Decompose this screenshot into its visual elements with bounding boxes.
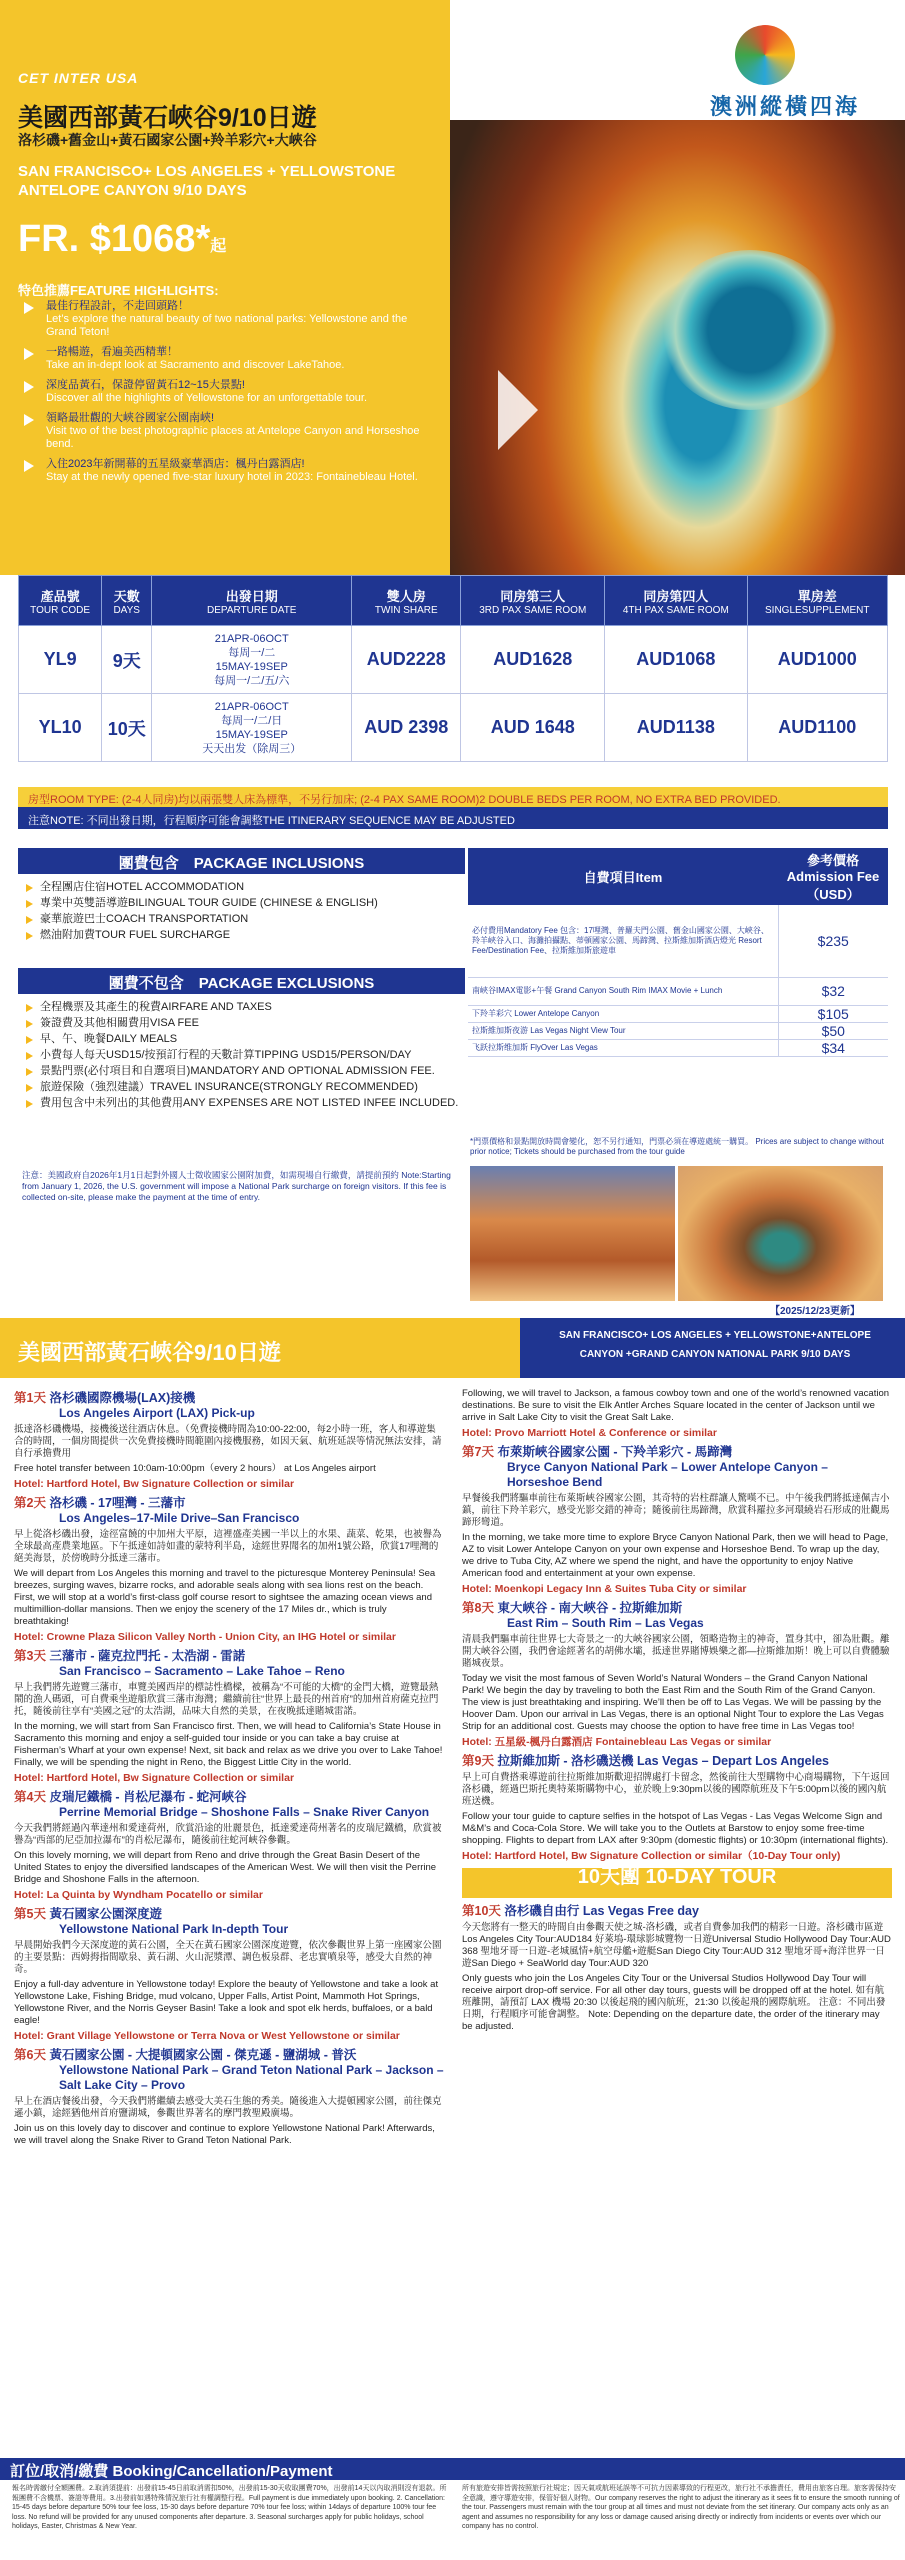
day-title: [14, 2048, 444, 2063]
day-desc-cn: 抵達洛杉磯機場，接機後送往酒店休息。（免費接機時間為10:00-22:00，每2小時一班，客人和導遊集合的時間，一個房間提供一次免費接機時間範圍內接機服務，如因天氣、航班延誤等情況無法安排，請自行承擔費用: [14, 1424, 442, 1459]
day-number: 第8天: [462, 1601, 494, 1615]
table-row: [468, 905, 888, 977]
arrow-icon: [24, 348, 34, 360]
feature-item: [18, 346, 438, 372]
tour-code: YL9: [19, 626, 102, 694]
day-desc-cn: 早晨開始我們今天深度遊的黃石公園，全天在黃石國家公園深度遊覽，依次參觀世界上第一座國家公園的主要景點：西姆拇指間歇泉、黃石湖、火山泥漿潭、調色板泉群、老忠實噴泉等，感受大自然的神奇。: [14, 1940, 442, 1975]
day-cn: 黃石國家公園深度遊: [49, 1907, 162, 1921]
fee-name: 飞跃拉斯维加斯 FlyOver Las Vegas: [468, 1039, 778, 1056]
hero-section: [0, 0, 905, 575]
departure-dates: [152, 694, 352, 762]
grand-canyon-photo: [470, 1166, 675, 1301]
day-hotel: Hotel: Grant Village Yellowstone or Terra Nova or West Yellowstone or similar: [14, 2030, 400, 2042]
feature-item: [18, 379, 438, 405]
table-row: [468, 1022, 888, 1039]
arrow-icon: [24, 460, 34, 472]
day-cn: 皮瑞尼鐵橋 - 肖松尼瀑布 - 蛇河峽谷: [49, 1790, 247, 1804]
list-item: 全程機票及其產生的稅費AIRFARE AND TAXES: [22, 1000, 465, 1015]
day-en: Los Angeles Airport (LAX) Pick-up: [59, 1406, 255, 1420]
list-item: 旅遊保險（強烈建議）TRAVEL INSURANCE(STRONGLY RECOMMENDED): [22, 1080, 465, 1095]
day-en: Bryce Canyon National Park – Lower Antelope Canyon – Horseshoe Bend: [507, 1460, 828, 1489]
banner-en-line: SAN FRANCISCO+ LOS ANGELES + YELLOWSTONE+ANTELOPE: [559, 1330, 871, 1341]
price-table-header: [19, 576, 888, 626]
days: 9天: [102, 626, 152, 694]
day-number: 第9天: [462, 1754, 494, 1768]
list-item: 簽證費及其他相關費用VISA FEE: [22, 1016, 465, 1031]
updated-date: 【2025/12/23更新】: [770, 1306, 861, 1317]
feature-en: Take an in-dept look at Sacramento and discover LakeTahoe.: [46, 359, 345, 371]
feature-cn: 深度品黃石，保證停留黃石12~15大景點!: [46, 379, 245, 391]
day-cn: 拉斯維加斯 - 洛杉磯送機: [497, 1754, 634, 1768]
feature-en: Stay at the newly opened five-star luxury hotel in 2023: Fontainebleau Hotel.: [46, 471, 418, 483]
booking-terms-right: 所有旅遊安排皆需按照旅行社規定；因天氣或航班延誤等不可抗力因素導致的行程更改，旅行社不承擔責任，費用由旅客自理。旅客需保持安全意識，遵守導遊安排，保管好個人財物。Our company reserves the right to adjust the itinerary as it sees fit to ensure the smooth running of the tour. Passengers must remain with the tour group at all times and must not deviate from the set itinerary. Our company acts only as an agent and assumes no responsibility for any loss or damage caused arising directly or indirectly from incidents or events over which our company has no control.: [462, 2485, 900, 2530]
feature-cn: 一路暢遊，看遍美西精華！: [46, 346, 178, 358]
day-cn: 東大峽谷 - 南大峽谷 - 拉斯維加斯: [497, 1601, 683, 1615]
day-desc-cn: 早上從洛杉磯出發，途徑富饒的中加州大平原，這裡盛產美國一半以上的水果、蔬菜、乾果，也被譽為全球最高產農業地區。下午抵達如詩如畫的蒙特利半島，途經世界聞名的加州1號公路，欣賞17哩灣的絕美海景，於傍晚時分抵達三藩市。: [14, 1529, 442, 1564]
fee-price-header: 參考價格 Admission Fee（USD）: [778, 848, 888, 905]
itinerary-right-column: [462, 1385, 892, 2036]
day-cn: 布萊斯峽谷國家公園 - 下羚羊彩穴 - 馬蹄灣: [497, 1445, 733, 1459]
header-tour-code: [19, 576, 102, 626]
day-desc-en: On this lovely morning, we will depart from Reno and drive through the Great Basin Desert of the United States to enjoy the diversified landscapes of the American West. We will then visit the Perrine Bridge and Shoshone Falls in the afternoon.: [14, 1850, 437, 1885]
twin-price: AUD 2398: [352, 694, 461, 762]
arrow-icon: [24, 381, 34, 393]
features-list: [18, 300, 438, 491]
day-number: 第1天: [14, 1391, 46, 1405]
itinerary-title-en: [535, 1326, 895, 1364]
day-number: 第7天: [462, 1445, 494, 1459]
fourth-price: AUD1138: [605, 694, 747, 762]
list-item: 燃油附加費TOUR FUEL SURCHARGE: [22, 928, 465, 943]
single-price: AUD1100: [747, 694, 888, 762]
header-en: 4TH PAX SAME ROOM: [622, 604, 729, 616]
third-price: AUD 1648: [461, 694, 605, 762]
dep-line: 天天出发（除周三）: [202, 742, 302, 755]
day-desc-cn: 今天我們將經過內華達州和愛達荷州，欣賞沿途的壯麗景色，抵達愛達荷州著名的皮瑞尼鐵橋，欣賞被譽為“西部的尼亞加拉瀑布”的肖松尼瀑布，隨後前往蛇河峽谷參觀。: [14, 1823, 442, 1846]
day-en: Los Angeles–17-Mile Drive–San Francisco: [59, 1511, 300, 1525]
dep-line: 15MAY-19SEP: [215, 728, 288, 741]
brand-name: CET INTER USA: [18, 70, 139, 86]
day-hotel: Hotel: Hartford Hotel, Bw Signature Collection or similar: [14, 1478, 295, 1490]
day-number: 第4天: [14, 1790, 46, 1804]
price: [18, 218, 226, 261]
price-value: FR. $1068*: [18, 218, 211, 260]
day-hotel: Hotel: La Quinta by Wyndham Pocatello or similar: [14, 1889, 263, 1901]
price-suffix: 起: [210, 238, 227, 255]
day-hotel: Hotel: Hartford Hotel, Bw Signature Collection or similar: [14, 1772, 295, 1784]
optional-fees-table: [468, 848, 888, 1057]
day-cn: 三藩市 - 薩克拉門托 - 太浩湖 - 雷諾: [49, 1649, 246, 1663]
third-price: AUD1628: [461, 626, 605, 694]
day-title: [462, 1445, 892, 1460]
horseshoe-bend-photo: [678, 1166, 883, 1301]
list-item: 專業中英雙語導遊BILINGUAL TOUR GUIDE (CHINESE & ENGLISH): [22, 896, 465, 911]
header-third: [461, 576, 605, 626]
dep-line: 15MAY-19SEP: [215, 660, 288, 673]
day6-continued: Following, we will travel to Jackson, a famous cowboy town and one of the world’s renowned vacation destinations. Be sure to visit the Elk Antler Arches Square located in the center of Jackson until we arrive in Salt Lake City to visit the Great Salt Lake.: [462, 1388, 890, 1423]
title-en: SAN FRANCISCO+ LOS ANGELES + YELLOWSTONE ANTELOPE CANYON 9/10 DAYS: [18, 163, 396, 199]
hot-spring-photo: [660, 250, 840, 410]
twin-price: AUD2228: [352, 626, 461, 694]
header-en: TWIN SHARE: [374, 604, 438, 616]
header-departure: [152, 576, 352, 626]
day-desc-en: Free hotel transfer between 10:0am-10:00pm（every 2 hours） at Los Angeles airport: [14, 1463, 376, 1474]
subtitle-cn: 洛杉磯+舊金山+黃石國家公園+羚羊彩穴+大峽谷: [18, 132, 317, 148]
fee-item-header: 自費項目Item: [468, 848, 778, 905]
list-item: 全程團店住宿HOTEL ACCOMMODATION: [22, 880, 465, 895]
day-desc-en: Enjoy a full-day adventure in Yellowstone today! Explore the beauty of Yellowstone and take a look at Yellowstone Lake, Fishing Bridge, mud volcano, Upper Falls, Artist Point, Mammoth Hot Springs, Yellowstone River, and the Norris Geyser Basin! Take a look and spot elk herds, buffaloes, or a bald eagle!: [14, 1979, 439, 2026]
list-item: 景點門票(必付項目和自選項目)MANDATORY AND OPTIONAL ADMISSION FEE.: [22, 1064, 465, 1079]
day-en: Yellowstone National Park In-depth Tour: [59, 1922, 289, 1936]
feature-cn: 最佳行程設計，不走回頭路！: [46, 300, 189, 312]
day-desc-en: Today we visit the most famous of Seven World’s Natural Wonders – the Grand Canyon National Park! We begin the day by traveling to both the East Rim and the South Rim of the Grand Canyon. The view is just breathtaking and inspiring. We’ll then be off to Las Vegas. We will be passing by the Hoover Dam. Upon our arrival in Las Vegas, there is an optional Night Tour to explore the Las Vegas Strip for an additional cost. Guests may choose the option to have free time in Las Vegas too!: [462, 1673, 884, 1732]
dep-line: 21APR-06OCT: [214, 632, 289, 645]
tour-code: YL10: [19, 694, 102, 762]
fee-name: 下羚羊彩穴 Lower Antelope Canyon: [468, 1005, 778, 1022]
table-row: [468, 1005, 888, 1022]
day-desc-cn: 早上我們將先遊覽三藩市，車覽美國西岸的標誌性橋樑，被稱為“不可能的大橋”的金門大橋，遊覽最熱鬧的漁人碼頭，可自費乘坐遊船欣賞三藩市海灣；繼續前往“世界上最長的州首府”的加州首府薩克拉門托，隨後前往享有“美國之冠”的太浩湖，品味大自然的美景，在夜晚抵達賭城雷諾。: [14, 1682, 439, 1717]
header-cn: 雙人房: [386, 588, 426, 604]
surcharge-note: 注意：美國政府自2026年1月1日起對外國人士徵收國家公園附加費，如需現場自行繳費，請提前預約 Note:Starting from January 1, 2026, the U.S. government will impose a National Park surcharge on foreign visitors. If this fee is collected on-site, please make the payment at the time of entry.: [22, 1170, 451, 1202]
day-desc-en: In the morning, we take more time to explore Bryce Canyon National Park, then we will head to Page, AZ to visit Lower Antelope Canyon on your own expense and Horseshoe Bend. To wrap up the day, we drive to Tuba City, AZ where we spend the night, and have the opportunity to enjoy Native American food and entertainment at your own expense.: [462, 1532, 889, 1579]
days: 10天: [102, 694, 152, 762]
header-cn: 同房第四人: [643, 588, 709, 604]
day-en: San Francisco – Sacramento – Lake Tahoe – Reno: [59, 1664, 345, 1678]
header-en: DAYS: [113, 604, 140, 616]
day-number: 第2天: [14, 1496, 46, 1510]
dep-line: 21APR-06OCT: [214, 700, 289, 713]
day-desc-en: Join us on this lovely day to discover and continue to explore Yellowstone National Park! Afterwards, we will travel along the Snake River to Grand Teton National Park.: [14, 2123, 435, 2146]
day-number: 第6天: [14, 2048, 46, 2062]
fee-price: $32: [778, 977, 888, 1005]
fee-note: *門票價格和景點開放時間會變化，恕不另行通知，門票必須在導遊處統一購買。 Prices are subject to change without prior notice; Tickets should be purchased from the tour guide: [470, 1137, 884, 1156]
day-en: Las Vegas – Depart Los Angeles: [637, 1754, 830, 1768]
exclusions-title: 團費不包含 PACKAGE EXCLUSIONS: [18, 968, 465, 994]
arrow-icon: [24, 414, 34, 426]
day-en: Perrine Memorial Bridge – Shoshone Falls – Snake River Canyon: [59, 1805, 430, 1819]
booking-terms-left: 報名時需繳付全額團費。2.取消須提前：出發前15-45日前取消需扣50%，出發前15-30天收取團費70%，出發前14天以內取消則沒有退款。所報團費不含機票、簽證等費用。3.出發前如遇特殊情況旅行社有權調整行程。Full payment is due immediately upon booking. 2. Cancellation: 15-45 days before departure 50% tour fee loss, 15-30 days before departure 70% tour fee loss; within 14days of departure 100% tour fee loss. No refund will be provided for any unused components after departure. 3. Seasonal surcharges apply for public holidays, school holidays, Easter, Christmas & New Year.: [12, 2485, 447, 2530]
day-desc-en: In the morning, we will start from San Francisco first. Then, we will head to California’s State House in Sacramento this morning and enjoy a self-guided tour inside or you can take a bay cruise at Fisherman’s Wharf at your own expense! Next, sit back and relax as we drive you over to Lake Tahoe! Finally, we will be spending the night in Reno, the Biggest Little City in the world.: [14, 1721, 443, 1768]
day-desc-cn: 清晨我們驅車前往世界七大奇景之一的大峽谷國家公園，領略造物主的神奇，置身其中，卻為壯觀。離開大峽谷公園，我們會途經著名的胡佛水壩，抵達世界賭博娛樂之都—拉斯維加斯！晚上可以自費體驗賭城夜景。: [462, 1634, 890, 1669]
price-table: [18, 575, 888, 762]
day-hotel: Hotel: Hartford Hotel, Bw Signature Collection or similar（10-Day Tour only): [462, 1850, 841, 1862]
departure-dates: [152, 626, 352, 694]
table-row: [468, 977, 888, 1005]
feature-item: [18, 412, 438, 451]
single-price: AUD1000: [747, 626, 888, 694]
fee-price: $34: [778, 1039, 888, 1056]
ten-day-tour-banner: 10天團 10-DAY TOUR: [462, 1868, 892, 1898]
play-icon[interactable]: [498, 370, 538, 450]
day-title: [462, 1601, 892, 1616]
header-cn: 產品號: [40, 588, 80, 604]
day-hotel: Hotel: Provo Marriott Hotel & Conference or similar: [462, 1427, 717, 1439]
inclusions-list: [22, 880, 465, 944]
header-twin: [352, 576, 461, 626]
header-single: [747, 576, 888, 626]
feature-item: [18, 300, 438, 339]
day-desc-cn: 早上可自費搭乘導遊前往拉斯維加斯歡迎招牌處打卡留念，然後前往大型購物中心商場購物，下午返回洛杉磯，經過巴斯托奧特萊斯購物中心，並於晚上9:30pm以後的國際航班及下午5:00pm以後的國內航班送機。: [462, 1772, 890, 1807]
header-cn: 同房第三人: [500, 588, 566, 604]
day-title: [14, 1391, 444, 1406]
day-title: [14, 1496, 444, 1511]
day-number: 第3天: [14, 1649, 46, 1663]
header-days: [102, 576, 152, 626]
brand-logo-icon: [735, 25, 795, 85]
dep-line: 每周一/二: [228, 646, 276, 659]
day-desc-cn: 早上在酒店餐後出發，今天我們將繼續去感受大美石生態的秀美。隨後進入大提頓國家公園，前往傑克遜小鎮，途經猶他州首府鹽湖城，參觀世界著名的摩門教聖殿廣場。: [14, 2096, 442, 2119]
title-cn: 美國西部黃石峽谷9/10日遊: [18, 104, 317, 132]
header-cn: 出發日期: [225, 588, 278, 604]
day-cn: 洛杉磯國際機場(LAX)接機: [49, 1391, 196, 1405]
day-title: [462, 1754, 892, 1769]
day-number: 第5天: [14, 1907, 46, 1921]
list-item: 早、午、晚餐DAILY MEALS: [22, 1032, 465, 1047]
header-en: TOUR CODE: [30, 604, 90, 616]
room-type-note: 房型ROOM TYPE: (2-4人同房)均以兩張雙人床為標準，不另行加床; (2-4 PAX SAME ROOM)2 DOUBLE BEDS PER ROOM, NO EXTRA BED PROVIDED.: [18, 787, 888, 807]
header-cn: 天數: [113, 588, 140, 604]
feature-en: Let’s explore the natural beauty of two national parks: Yellowstone and the Grand Teton!: [46, 313, 408, 338]
fourth-price: AUD1068: [605, 626, 747, 694]
day-number: 第10天: [462, 1904, 501, 1918]
exclusions-list: [22, 1000, 465, 1112]
feature-en: Visit two of the best photographic places at Antelope Canyon and Horseshoe bend.: [46, 425, 420, 450]
day-desc-en: Follow your tour guide to capture selfies in the hotspot of Las Vegas - Las Vegas Welcome Sign and M&M’s and Coca-Cola Store. We will take you to the Outlets at Barstow to enjoy some free-time shopping. Flights to depart from LAX after 9:30pm (domestic flights) or 10:30pm (international flights).: [462, 1811, 889, 1846]
day-title: [14, 1649, 444, 1664]
day-title: [462, 1904, 892, 1919]
day-hotel: Hotel: Moenkopi Legacy Inn & Suites Tuba City or similar: [462, 1583, 747, 1595]
day-title: [14, 1790, 444, 1805]
day-cn: 洛杉磯自由行 Las Vegas Free day: [504, 1904, 699, 1918]
day-desc-en: Only guests who join the Los Angeles City Tour or the Universal Studios Hollywood Day Tour will receive airport drop-off service. For all other day tours, guests will be dropped off at the hotel. 如有航班離開，請預訂 LAX 機場 20:30 以後起飛的國內航班，21:30 以後起飛的國際航班。 注意：不同出發日期，行程順序可能會調整。 Note: Depending on the departure date, the order of the itinerary may be adjusted.: [462, 1973, 886, 2032]
day-en: East Rim – South Rim – Las Vegas: [507, 1616, 704, 1630]
day-cn: 黃石國家公園 - 大提頓國家公園 - 傑克遜 - 鹽湖城 - 普沃: [49, 2048, 357, 2062]
fee-header: [468, 848, 888, 905]
table-row: [19, 694, 888, 762]
fee-name: 拉斯維加斯夜游 Las Vegas Night View Tour: [468, 1022, 778, 1039]
feature-cn: 領略最壯觀的大峽谷國家公園南峽!: [46, 412, 215, 424]
day-hotel: Hotel: 五星級-楓丹白露酒店 Fontainebleau Las Vegas or similar: [462, 1736, 772, 1748]
fee-price: $50: [778, 1022, 888, 1039]
logo-text: 澳洲縱橫四海: [709, 94, 860, 120]
itinerary-title-cn: 美國西部黃石峽谷9/10日遊: [0, 1318, 520, 1378]
day-hotel: Hotel: Crowne Plaza Silicon Valley North - Union City, an IHG Hotel or similar: [14, 1631, 396, 1643]
header-en: DEPARTURE DATE: [207, 604, 297, 616]
fee-name: 必付費用Mandatory Fee 包含：17哩灣、普羅夫門公園、舊金山國家公園、大峽谷、羚羊峽谷入口、海灘拍攝點、蒂頓國家公園、馬蹄灣、拉斯維加斯酒店燈光 Resort Fee/Destination Fee、拉斯維加斯旅遊車: [468, 905, 778, 977]
banner-en-line: CANYON +GRAND CANYON NATIONAL PARK 9/10 DAYS: [579, 1349, 851, 1360]
header-en: 3RD PAX SAME ROOM: [479, 604, 587, 616]
arrow-icon: [24, 302, 34, 314]
day-desc-en: We will depart from Los Angeles this morning and travel to the picturesque Monterey Peninsula! Sea breezes, surging waves, bizarre rocks, and adorable seals along with sea lions rest on the beach. First, we will stop at a world’s first-class golf course resort to sightsee the amazing ocean views and multimillion-dollar mansions. Then we enjoy the scenery of the 17 Miles dr., which is truly breathtaking!: [14, 1568, 436, 1627]
table-row: [468, 1039, 888, 1056]
list-item: 豪華旅遊巴士COACH TRANSPORTATION: [22, 912, 465, 927]
dep-line: 每周一/二/五/六: [214, 674, 290, 687]
itinerary-note: 注意NOTE: 不同出發日期，行程順序可能會調整THE ITINERARY SEQUENCE MAY BE ADJUSTED: [18, 807, 888, 829]
feature-en: Discover all the highlights of Yellowstone for an unforgettable tour.: [46, 392, 368, 404]
fee-price: $235: [778, 905, 888, 977]
day-en: Yellowstone National Park – Grand Teton National Park – Jackson – Salt Lake City – Provo: [59, 2063, 444, 2092]
feature-cn: 入住2023年新開幕的五星級豪華酒店：楓丹白露酒店!: [46, 458, 305, 470]
itinerary-left-column: [14, 1385, 444, 2150]
table-row: [19, 626, 888, 694]
day-title: [14, 1907, 444, 1922]
list-item: 小費每人每天USD15/按預訂行程的天數計算TIPPING USD15/PERSON/DAY: [22, 1048, 465, 1063]
header-cn: 單房差: [797, 588, 837, 604]
day-desc-cn: 早餐後我們將驅車前往布萊斯峽谷國家公園，其奇特的岩柱群讓人驚嘆不已。中午後我們將抵達佩吉小鎮，前往下羚羊彩穴，感受光影交錯的神奇；隨後前往馬蹄灣，欣賞科羅拉多河環繞岩石形成的壯觀馬蹄形彎道。: [462, 1493, 890, 1528]
day-cn: 洛杉磯 - 17哩灣 - 三藩市: [49, 1496, 186, 1510]
feature-item: [18, 458, 438, 484]
header-fourth: [605, 576, 747, 626]
header-en: SINGLESUPPLEMENT: [765, 604, 870, 616]
fee-price: $105: [778, 1005, 888, 1022]
features-title: 特色推薦FEATURE HIGHLIGHTS:: [18, 283, 219, 298]
fee-name: 南峽谷IMAX電影+午餐 Grand Canyon South Rim IMAX Movie + Lunch: [468, 977, 778, 1005]
list-item: 費用包含中未列出的其他費用ANY EXPENSES ARE NOT LISTED INFEE INCLUDED.: [22, 1096, 465, 1111]
booking-title: 訂位/取消/繳費 Booking/Cancellation/Payment: [0, 2458, 905, 2480]
dep-line: 每周一/二/日: [221, 714, 283, 727]
inclusions-title: 團費包含 PACKAGE INCLUSIONS: [18, 848, 465, 874]
day-desc-cn: 今天您將有一整天的時間自由參觀天使之城-洛杉磯，或者自費參加我們的精彩一日遊。洛杉磯市區遊Los Angeles City Tour:AUD184 好萊塢-環球影城覽物一日遊Universal Studio Hollywood Day Tour:AUD 368 聖地牙哥一日遊-老城風情+航空母艦+遊艇San Diego City Tour:AUD 312 聖地牙哥+海洋世界一日遊San Diego + SeaWorld day Tour:AUD 320: [462, 1922, 891, 1969]
